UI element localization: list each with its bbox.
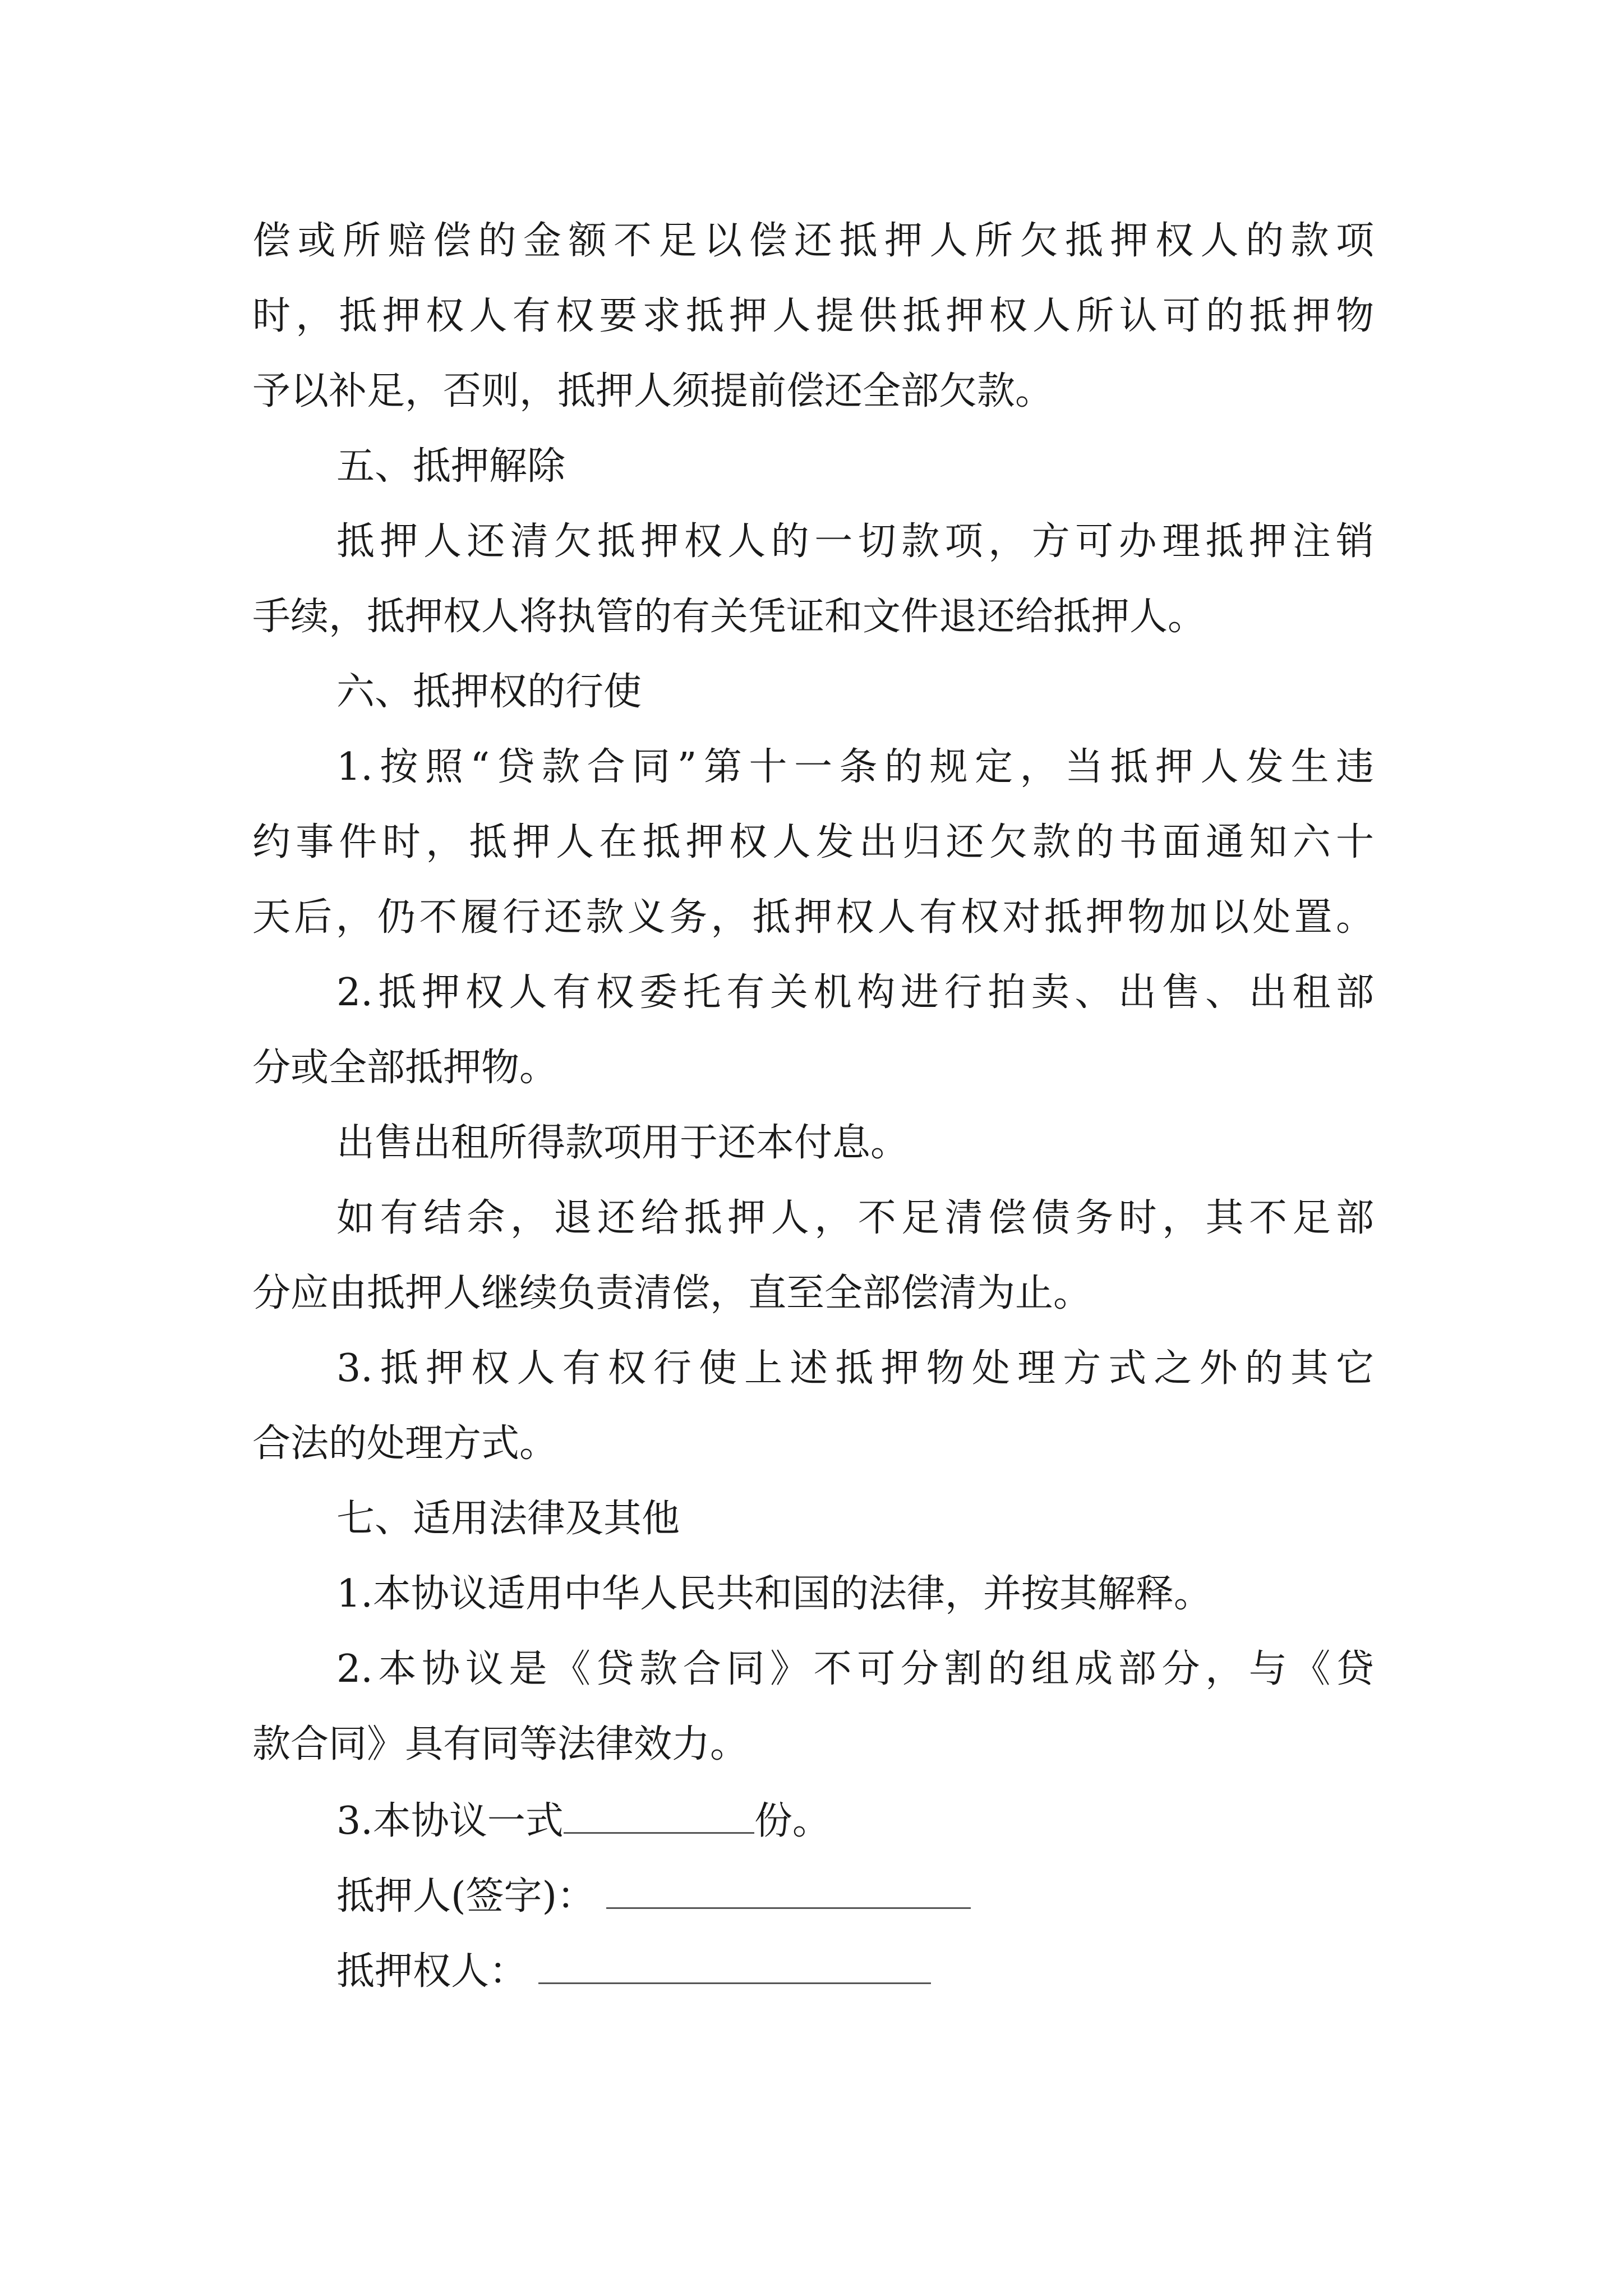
paragraph-line: 分或全部抵押物。 [252,1046,558,1090]
paragraph-line: 时，抵押权人有权要求抵押人提供抵押权人所认可的抵押物 [252,294,1374,338]
paragraph-line: 1.按照“贷款合同”第十一条的规定，当抵押人发生违 [336,745,1374,789]
paragraph-line: 出售出租所得款项用于还本付息。 [336,1121,909,1165]
paragraph-line: 偿或所赔偿的金额不足以偿还抵押人所欠抵押权人的款项 [252,219,1374,263]
paragraph-line: 款合同》具有同等法律效力。 [252,1722,749,1766]
copies-prefix: 3.本协议一式 [336,1799,564,1843]
copies-blank [564,1797,754,1834]
paragraph-line: 合法的处理方式。 [252,1421,558,1466]
paragraph-line: 分应由抵押人继续负责清偿，直至全部偿清为止。 [252,1271,1092,1315]
paragraph-line: 3.抵押权人有权行使上述抵押物处理方式之外的其它 [336,1346,1374,1391]
paragraph-line: 约事件时，抵押人在抵押权人发出归还欠款的书面通知六十 [252,820,1374,864]
paragraph-line: 2.本协议是《贷款合同》不可分割的组成部分，与《贷 [336,1647,1374,1691]
copies-line [336,1797,1374,1842]
paragraph-line: 天后，仍不履行还款义务，抵押权人有权对抵押物加以处置。 [252,895,1374,940]
mortgagee-label: 抵押权人： [336,1949,528,1994]
section-heading-7: 七、适用法律及其他 [336,1497,680,1541]
paragraph-line: 如有结余，退还给抵押人，不足清偿债务时，其不足部 [336,1196,1374,1240]
paragraph-line: 手续，抵押权人将执管的有关凭证和文件退还给抵押人。 [252,595,1206,639]
paragraph-line: 2.抵押权人有权委托有关机构进行拍卖、出售、出租部 [336,970,1374,1015]
mortgagor-label: 抵押人(签字)： [336,1874,596,1918]
section-heading-6: 六、抵押权的行使 [336,670,642,714]
paragraph-line: 抵押人还清欠抵押权人的一切款项，方可办理抵押注销 [336,519,1374,564]
paragraph-line: 予以补足，否则，抵押人须提前偿还全部欠款。 [252,369,1054,413]
copies-suffix: 份。 [754,1799,831,1843]
section-heading-5: 五、抵押解除 [336,444,566,489]
paragraph-line: 1.本协议适用中华人民共和国的法律，并按其解释。 [336,1572,1212,1616]
mortgagee-signature-blank [538,1948,931,1984]
mortgagor-signature-line [336,1872,1374,1917]
mortgagor-signature-blank [606,1872,971,1909]
mortgagee-signature-line [336,1948,1374,1993]
